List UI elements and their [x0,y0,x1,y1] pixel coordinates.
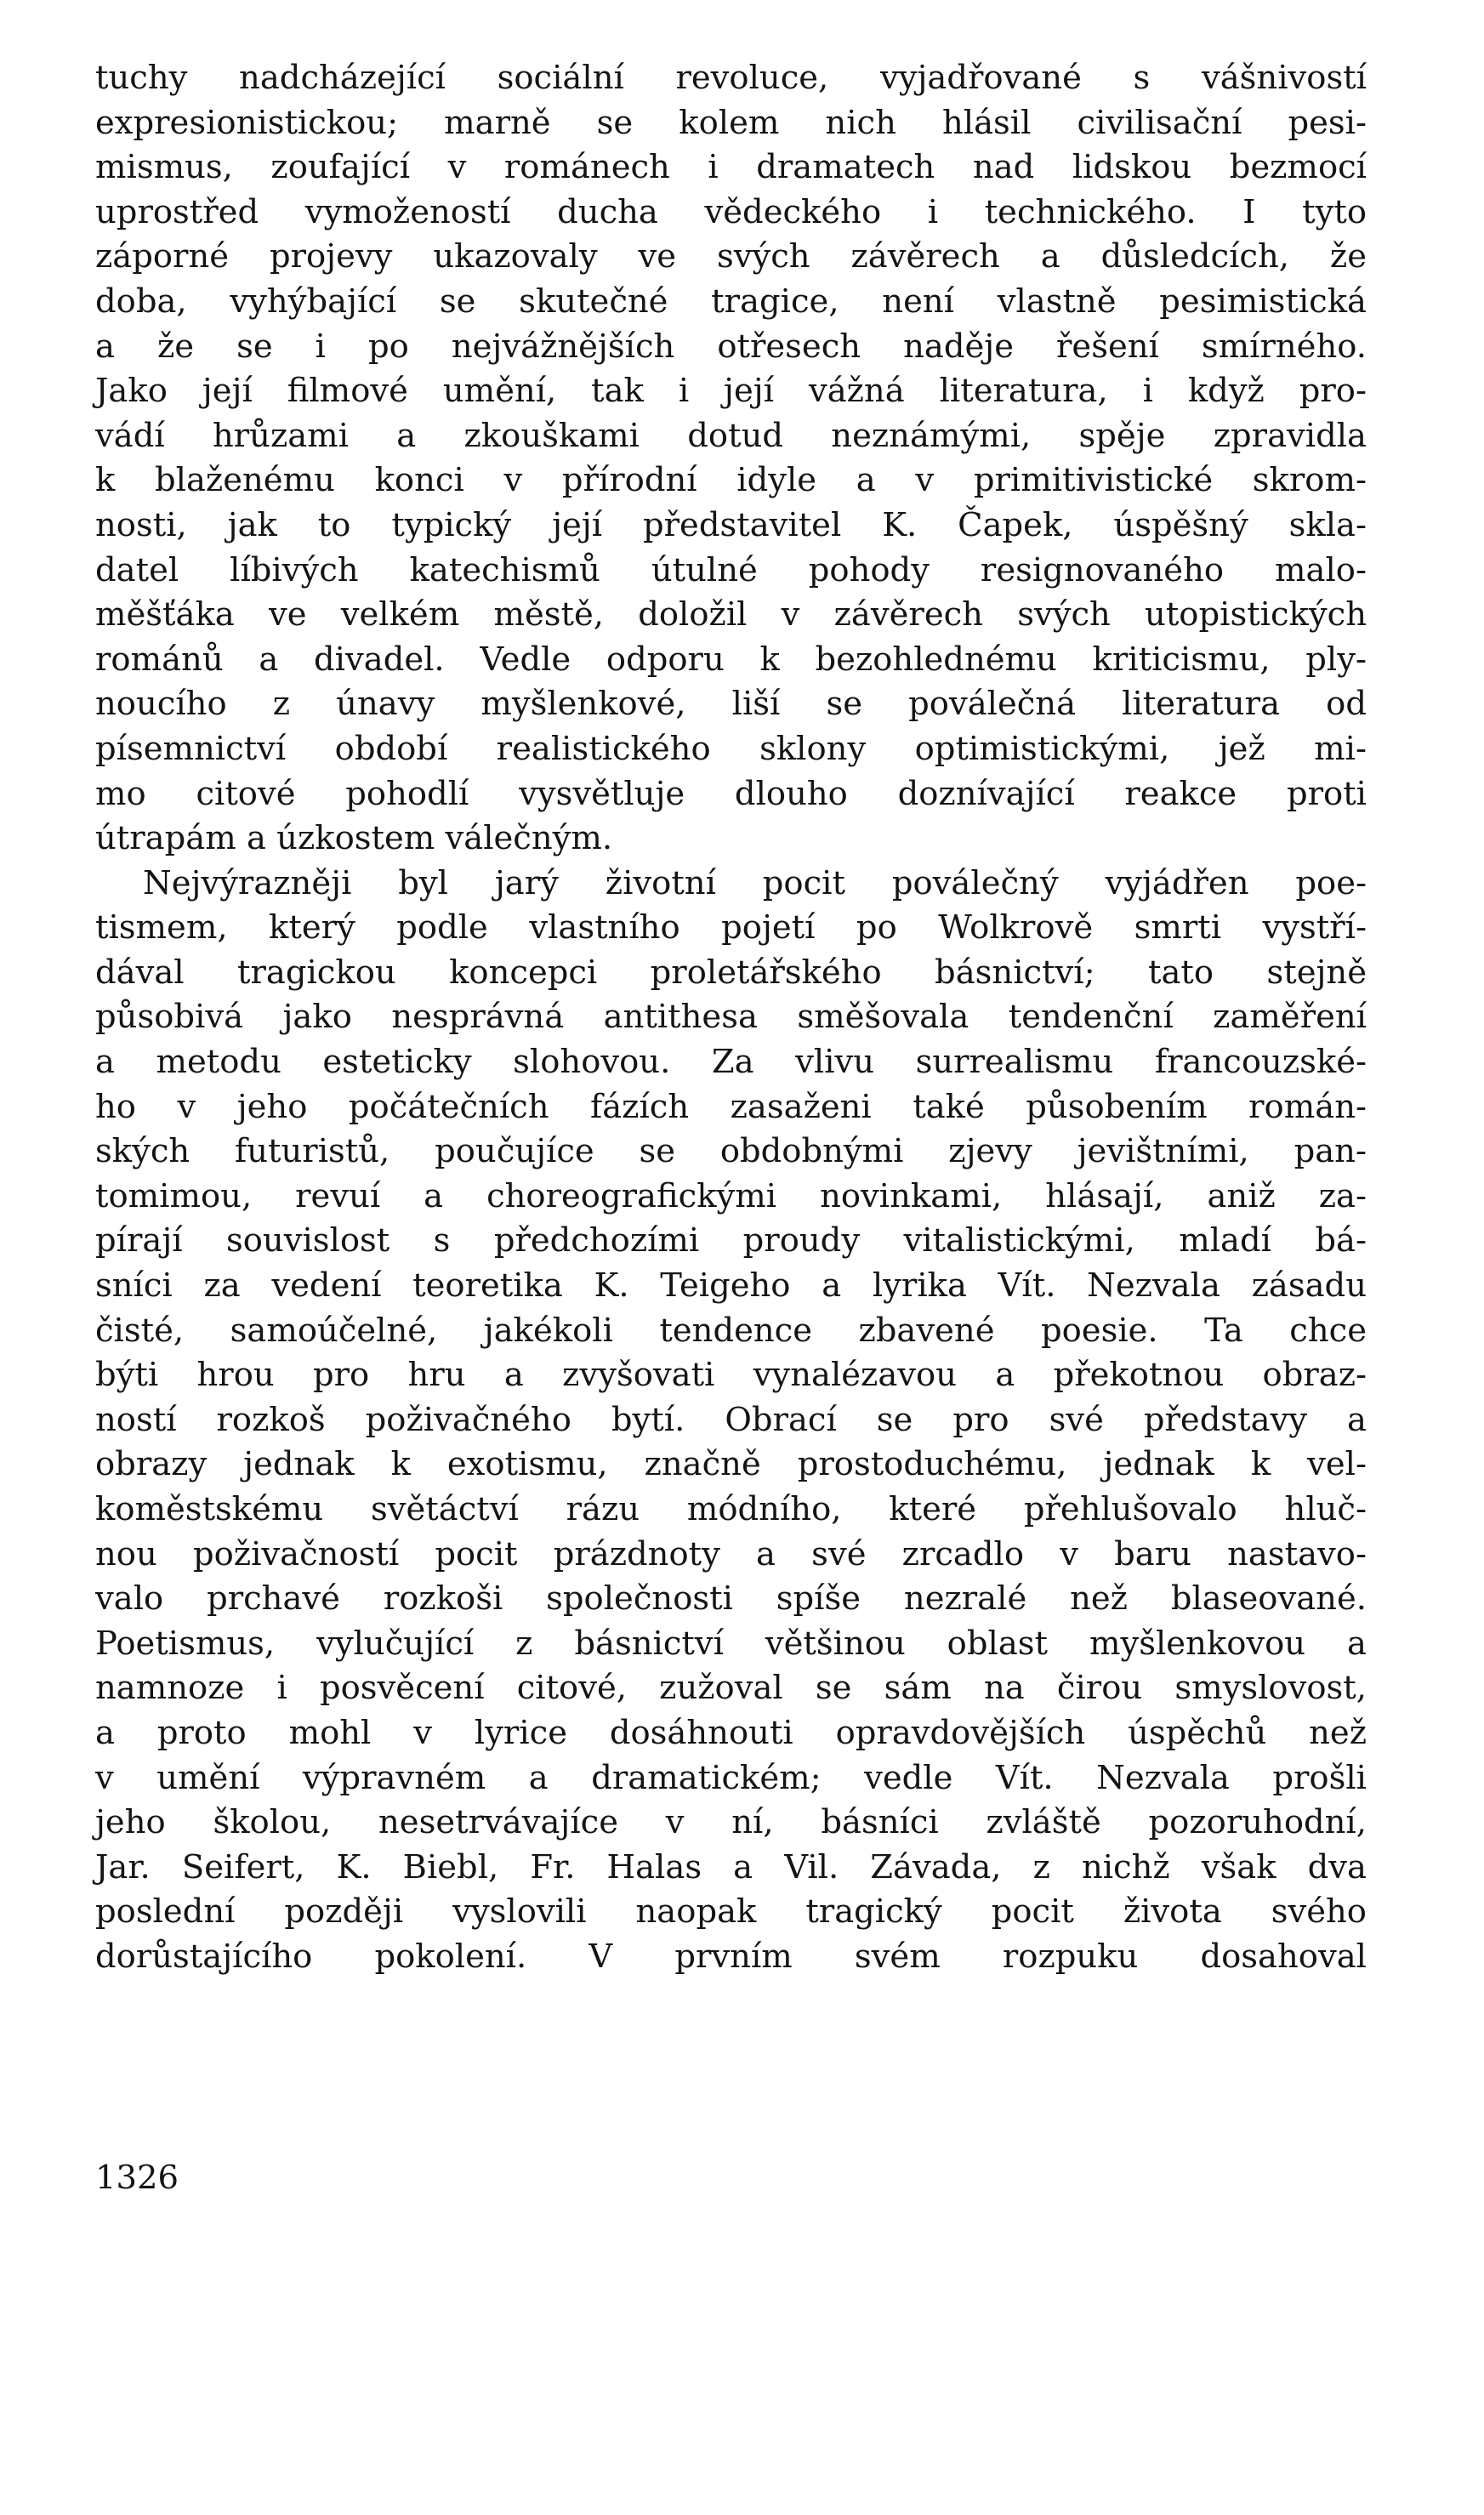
text-line: působivá jako nesprávná antithesa směšovala tendenční zaměření [95,998,1367,1037]
text-line: pírají souvislost s předchozími proudy vitalistickými, mladí bá- [95,1221,1367,1260]
text-line: mo citové pohodlí vysvětluje dlouho doznívající reakce proti [95,774,1367,813]
text-line: uprostřed vymožeností ducha vědeckého i technického. I tyto [95,192,1367,231]
text-line: a proto mohl v lyrice dosáhnouti opravdovějších úspěchů než [95,1713,1367,1752]
text-line: expresionistickou; marně se kolem nich hlásil civilisační pesi- [95,103,1367,142]
text-line: románů a divadel. Vedle odporu k bezohlednému kriticismu, ply- [95,640,1367,679]
text-line: záporné projevy ukazovaly ve svých závěrech a důsledcích, že [95,237,1367,276]
text-line: poslední později vyslovili naopak tragický pocit života svého [95,1892,1367,1932]
text-line: k blaženému konci v přírodní idyle a v primitivistické skrom- [95,461,1367,500]
text-line: tismem, který podle vlastního pojetí po Wolkrově smrti vystří- [95,908,1367,947]
text-line: sníci za vedení teoretika K. Teigeho a lyrika Vít. Nezvala zásadu [95,1266,1367,1306]
text-line: Poetismus, vylučující z básnictví většinou oblast myšlenkovou a [95,1624,1367,1663]
text-line: býti hrou pro hru a zvyšovati vynalézavou a překotnou obraz- [95,1356,1367,1395]
text-line: ských futuristů, poučujíce se obdobnými zjevy jevištními, pan- [95,1132,1367,1171]
text-line: Nejvýrazněji byl jarý životní pocit poválečný vyjádřen poe- [143,863,1367,902]
body-text [95,56,1367,1980]
text-line: Jako její filmové umění, tak i její vážná literatura, i když pro- [95,372,1367,411]
text-line: Jar. Seifert, K. Biebl, Fr. Halas a Vil. Závada, z nichž však dva [95,1847,1367,1886]
text-line: čisté, samoúčelné, jakékoli tendence zbavené poesie. Ta chce [95,1311,1367,1350]
paragraph-2 [95,862,1367,1980]
text-line: v umění výpravném a dramatickém; vedle Vít. Nezvala prošli [95,1758,1367,1797]
text-line: datel líbivých katechismů útulné pohody resignovaného malo- [95,550,1367,589]
text-line: mismus, zoufající v románech i dramatech nad lidskou bezmocí [95,148,1367,187]
page-number: 1326 [95,2159,179,2197]
text-line: jeho školou, nesetrvávajíce v ní, básníci zvláště pozoruhodní, [95,1803,1367,1842]
text-line: útrapám a úzkostem válečným. [95,819,613,858]
paragraph-1 [95,56,1367,862]
text-line: doba, vyhýbající se skutečné tragice, není vlastně pesimistická [95,282,1367,321]
text-line: měšťáka ve velkém městě, doložil v závěrech svých utopistických [95,595,1367,634]
text-line: koměstskému světáctví rázu módního, které přehlušovalo hluč- [95,1490,1367,1528]
text-line: obrazy jednak k exotismu, značně prostoduchému, jednak k vel- [95,1445,1367,1484]
text-line: tuchy nadcházející sociální revoluce, vyjadřované s vášnivostí [95,59,1367,97]
text-line: dával tragickou koncepci proletářského básnictví; tato stejně [95,953,1367,992]
text-line: vádí hrůzami a zkouškami dotud neznámými, spěje zpravidla [95,416,1367,455]
text-line: a metodu esteticky slohovou. Za vlivu surrealismu francouzské- [95,1043,1367,1082]
text-line: tomimou, revuí a choreografickými novinkami, hlásají, aniž za- [95,1176,1367,1215]
text-line: namnoze i posvěcení citové, zužoval se sám na čirou smyslovost, [95,1669,1367,1708]
text-line: dorůstajícího pokolení. V prvním svém rozpuku dosahoval [95,1937,1367,1976]
text-line: ho v jeho počátečních fázích zasaženi také působením román- [95,1087,1367,1126]
text-line: nou poživačností pocit prázdnoty a své zrcadlo v baru nastavo- [95,1534,1367,1573]
text-line: valo prchavé rozkoši společnosti spíše nezralé než blaseované. [95,1579,1367,1619]
text-line: a že se i po nejvážnějších otřesech naděje řešení smírného. [95,327,1367,366]
text-line: ností rozkoš poživačného bytí. Obrací se pro své představy a [95,1400,1367,1439]
text-line: písemnictví období realistického sklony optimistickými, jež mi- [95,729,1367,768]
text-line: nosti, jak to typický její představitel K. Čapek, úspěšný skla- [95,505,1367,544]
text-line: noucího z únavy myšlenkové, liší se poválečná literatura od [95,685,1367,724]
